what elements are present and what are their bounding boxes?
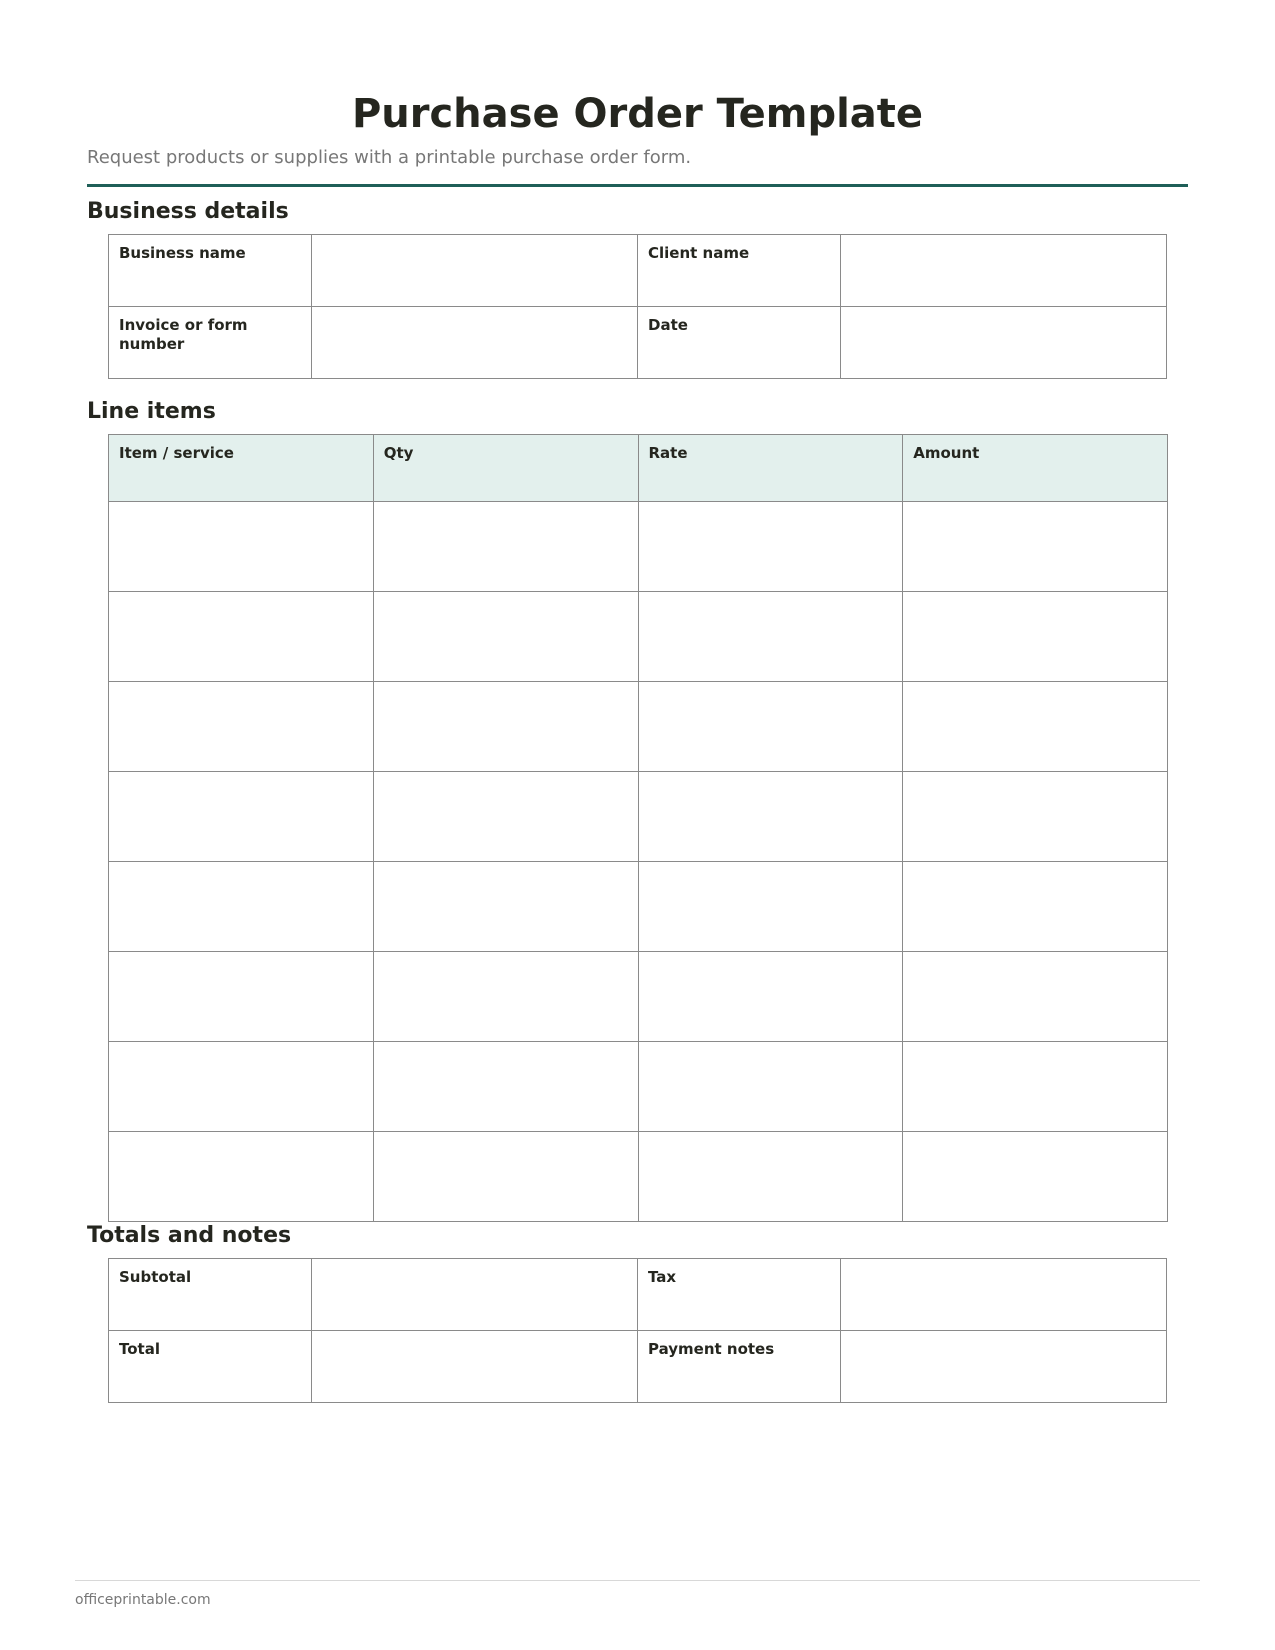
- item-cell[interactable]: [109, 772, 374, 862]
- rate-cell[interactable]: [638, 502, 903, 592]
- item-cell[interactable]: [109, 682, 374, 772]
- amount-cell[interactable]: [903, 1042, 1168, 1132]
- business-details-heading: Business details: [87, 199, 289, 224]
- item-cell[interactable]: [109, 862, 374, 952]
- rate-cell[interactable]: [638, 1042, 903, 1132]
- table-row: [109, 1132, 1168, 1222]
- rate-cell[interactable]: [638, 862, 903, 952]
- table-row: [109, 952, 1168, 1042]
- tax-field[interactable]: [841, 1259, 1167, 1331]
- amount-cell[interactable]: [903, 1132, 1168, 1222]
- item-cell[interactable]: [109, 502, 374, 592]
- rate-cell[interactable]: [638, 682, 903, 772]
- amount-cell[interactable]: [903, 502, 1168, 592]
- item-cell[interactable]: [109, 1042, 374, 1132]
- column-header-qty: Qty: [373, 435, 638, 502]
- amount-cell[interactable]: [903, 682, 1168, 772]
- table-row: [109, 502, 1168, 592]
- rate-cell[interactable]: [638, 952, 903, 1042]
- rate-cell[interactable]: [638, 1132, 903, 1222]
- total-field[interactable]: [312, 1331, 638, 1403]
- table-row: [109, 592, 1168, 682]
- invoice-number-label: Invoice or form number: [109, 307, 312, 379]
- client-name-field[interactable]: [841, 235, 1167, 307]
- item-cell[interactable]: [109, 592, 374, 682]
- item-cell[interactable]: [109, 952, 374, 1042]
- title-divider: [87, 184, 1188, 187]
- qty-cell[interactable]: [373, 862, 638, 952]
- client-name-label: Client name: [638, 235, 841, 307]
- qty-cell[interactable]: [373, 1042, 638, 1132]
- business-name-label: Business name: [109, 235, 312, 307]
- page-title: Purchase Order Template: [351, 91, 924, 137]
- amount-cell[interactable]: [903, 952, 1168, 1042]
- subtotal-field[interactable]: [312, 1259, 638, 1331]
- line-items-table: [108, 434, 1168, 1222]
- qty-cell[interactable]: [373, 502, 638, 592]
- qty-cell[interactable]: [373, 952, 638, 1042]
- column-header-amount: Amount: [903, 435, 1168, 502]
- table-row: [109, 1331, 1167, 1403]
- item-cell[interactable]: [109, 1132, 374, 1222]
- page-subtitle: Request products or supplies with a printable purchase order form.: [87, 147, 692, 168]
- subtotal-label: Subtotal: [109, 1259, 312, 1331]
- qty-cell[interactable]: [373, 592, 638, 682]
- amount-cell[interactable]: [903, 862, 1168, 952]
- total-label: Total: [109, 1331, 312, 1403]
- column-header-rate: Rate: [638, 435, 903, 502]
- table-row: [109, 307, 1167, 379]
- totals-table: [108, 1258, 1167, 1403]
- business-name-field[interactable]: [312, 235, 638, 307]
- table-row: [109, 862, 1168, 952]
- footer-site: officeprintable.com: [75, 1592, 211, 1608]
- qty-cell[interactable]: [373, 772, 638, 862]
- column-header-item: Item / service: [109, 435, 374, 502]
- line-items-heading: Line items: [87, 399, 216, 424]
- table-row: [109, 235, 1167, 307]
- totals-heading: Totals and notes: [87, 1223, 292, 1248]
- qty-cell[interactable]: [373, 1132, 638, 1222]
- rate-cell[interactable]: [638, 592, 903, 682]
- rate-cell[interactable]: [638, 772, 903, 862]
- date-field[interactable]: [841, 307, 1167, 379]
- table-header-row: [109, 435, 1168, 502]
- table-row: [109, 1042, 1168, 1132]
- footer-divider: [75, 1580, 1200, 1581]
- qty-cell[interactable]: [373, 682, 638, 772]
- table-row: [109, 682, 1168, 772]
- tax-label: Tax: [638, 1259, 841, 1331]
- date-label: Date: [638, 307, 841, 379]
- payment-notes-label: Payment notes: [638, 1331, 841, 1403]
- amount-cell[interactable]: [903, 592, 1168, 682]
- amount-cell[interactable]: [903, 772, 1168, 862]
- table-row: [109, 772, 1168, 862]
- table-row: [109, 1259, 1167, 1331]
- invoice-number-field[interactable]: [312, 307, 638, 379]
- payment-notes-field[interactable]: [841, 1331, 1167, 1403]
- business-details-table: [108, 234, 1167, 379]
